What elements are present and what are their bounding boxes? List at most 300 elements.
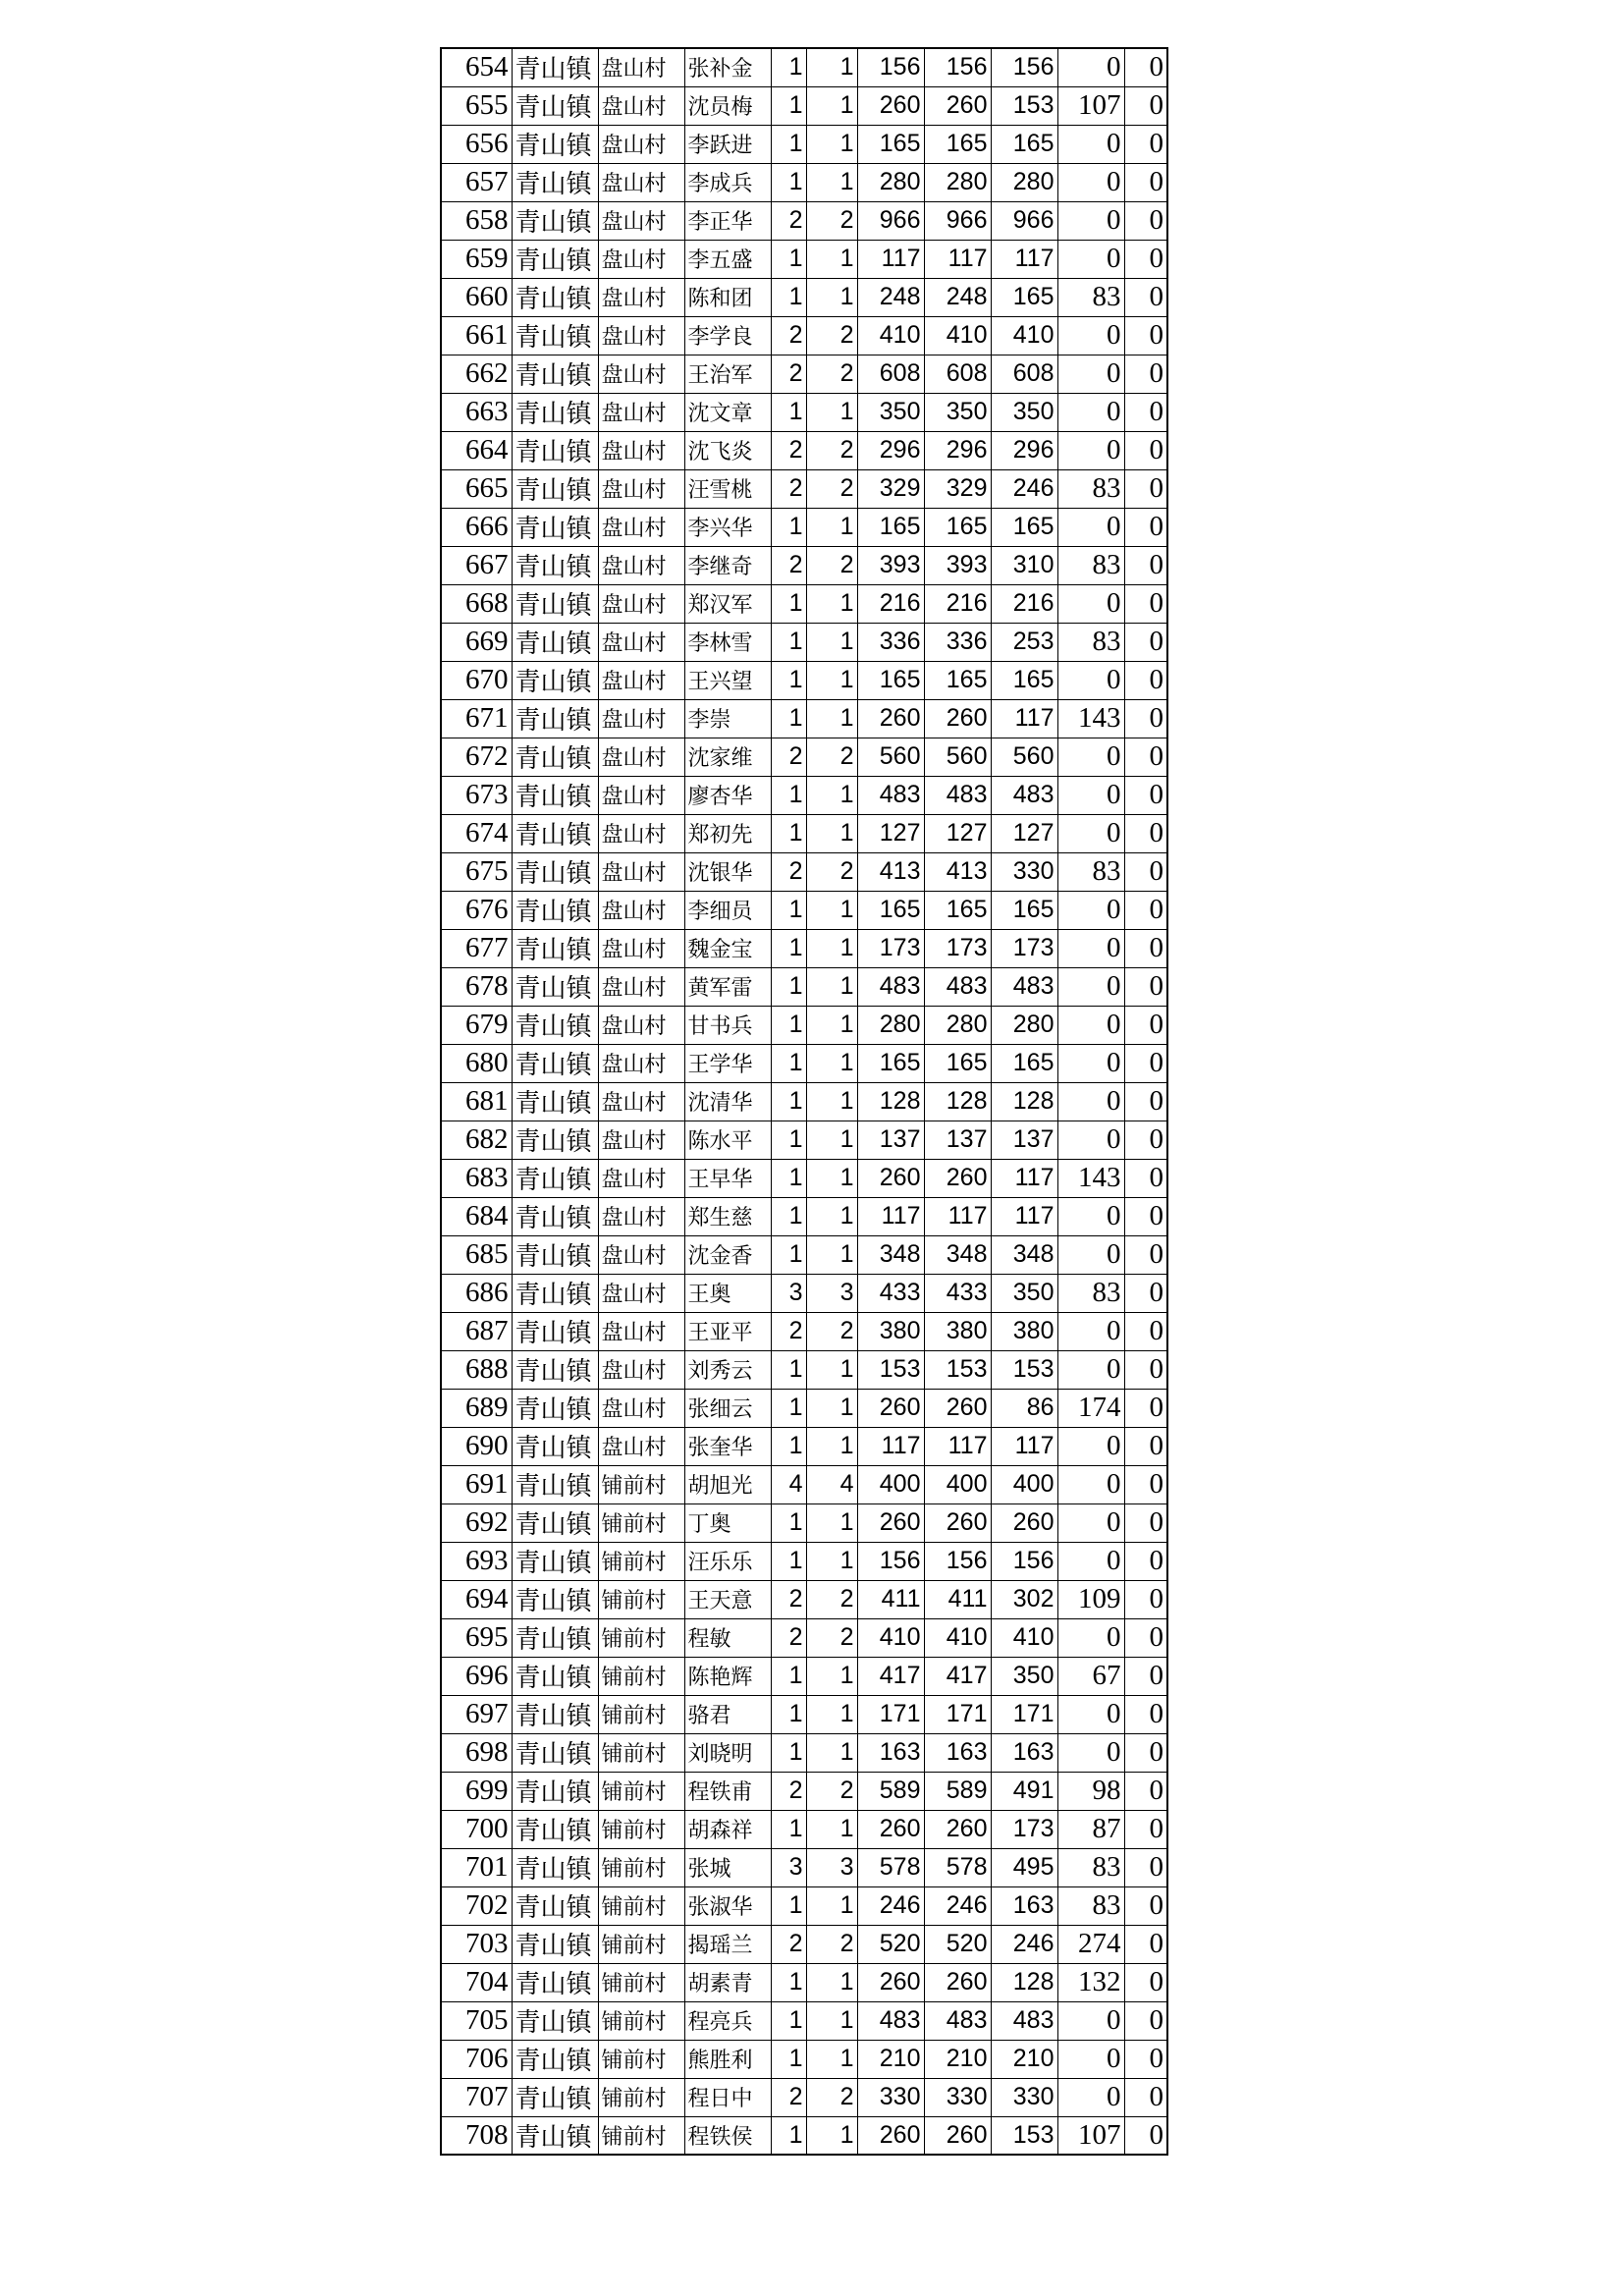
village-cell: 盘山村: [598, 431, 684, 469]
count-b-cell: 2: [806, 201, 857, 240]
count-a-cell: 1: [771, 1503, 806, 1542]
amount-c-cell: 330: [857, 2078, 924, 2116]
count-a-cell: 2: [771, 546, 806, 584]
village-cell: 铺前村: [598, 1963, 684, 2001]
amount-c-cell: 128: [857, 1082, 924, 1121]
amount-d-cell: 127: [924, 814, 991, 852]
village-cell: 盘山村: [598, 355, 684, 393]
record-number-cell: 670: [441, 661, 512, 699]
town-cell: 青山镇: [512, 1427, 598, 1465]
amount-e-cell: 330: [991, 2078, 1057, 2116]
village-cell: 铺前村: [598, 1695, 684, 1733]
amount-f-cell: 0: [1057, 1350, 1124, 1389]
table-row: [441, 2078, 1167, 2116]
count-b-cell: 1: [806, 1503, 857, 1542]
count-b-cell: 1: [806, 1235, 857, 1274]
village-cell: 盘山村: [598, 699, 684, 738]
amount-c-cell: 966: [857, 201, 924, 240]
table-row: [441, 1389, 1167, 1427]
town-cell: 青山镇: [512, 393, 598, 431]
amount-d-cell: 210: [924, 2040, 991, 2078]
count-a-cell: 2: [771, 469, 806, 508]
amount-e-cell: 350: [991, 393, 1057, 431]
amount-g-cell: 0: [1124, 776, 1167, 814]
amount-c-cell: 589: [857, 1772, 924, 1810]
amount-c-cell: 483: [857, 967, 924, 1006]
count-b-cell: 1: [806, 891, 857, 929]
name-cell: 张淑华: [684, 1886, 771, 1925]
amount-g-cell: 0: [1124, 1389, 1167, 1427]
town-cell: 青山镇: [512, 1389, 598, 1427]
record-number-cell: 688: [441, 1350, 512, 1389]
town-cell: 青山镇: [512, 1657, 598, 1695]
amount-d-cell: 483: [924, 2001, 991, 2040]
name-cell: 李兴华: [684, 508, 771, 546]
amount-e-cell: 560: [991, 738, 1057, 776]
amount-d-cell: 393: [924, 546, 991, 584]
name-cell: 沈金香: [684, 1235, 771, 1274]
name-cell: 王天意: [684, 1580, 771, 1618]
town-cell: 青山镇: [512, 738, 598, 776]
town-cell: 青山镇: [512, 661, 598, 699]
amount-e-cell: 171: [991, 1695, 1057, 1733]
village-cell: 盘山村: [598, 508, 684, 546]
name-cell: 熊胜利: [684, 2040, 771, 2078]
amount-f-cell: 0: [1057, 163, 1124, 201]
count-b-cell: 2: [806, 1312, 857, 1350]
table-row: [441, 508, 1167, 546]
amount-e-cell: 173: [991, 929, 1057, 967]
amount-e-cell: 156: [991, 1542, 1057, 1580]
count-a-cell: 1: [771, 699, 806, 738]
village-cell: 铺前村: [598, 1657, 684, 1695]
amount-g-cell: 0: [1124, 1350, 1167, 1389]
town-cell: 青山镇: [512, 1082, 598, 1121]
village-cell: 铺前村: [598, 1733, 684, 1772]
village-cell: 铺前村: [598, 1542, 684, 1580]
count-b-cell: 2: [806, 316, 857, 355]
count-b-cell: 2: [806, 1925, 857, 1963]
amount-c-cell: 260: [857, 1159, 924, 1197]
count-a-cell: 1: [771, 1733, 806, 1772]
record-number-cell: 660: [441, 278, 512, 316]
amount-e-cell: 117: [991, 1427, 1057, 1465]
record-number-cell: 683: [441, 1159, 512, 1197]
record-number-cell: 655: [441, 86, 512, 125]
village-cell: 盘山村: [598, 163, 684, 201]
town-cell: 青山镇: [512, 1465, 598, 1503]
amount-e-cell: 491: [991, 1772, 1057, 1810]
town-cell: 青山镇: [512, 1350, 598, 1389]
name-cell: 胡素青: [684, 1963, 771, 2001]
name-cell: 黄军雷: [684, 967, 771, 1006]
name-cell: 李跃进: [684, 125, 771, 163]
town-cell: 青山镇: [512, 1618, 598, 1657]
amount-d-cell: 260: [924, 699, 991, 738]
count-a-cell: 1: [771, 1657, 806, 1695]
amount-e-cell: 330: [991, 852, 1057, 891]
table-row: [441, 163, 1167, 201]
village-cell: 盘山村: [598, 1312, 684, 1350]
amount-c-cell: 156: [857, 1542, 924, 1580]
amount-c-cell: 350: [857, 393, 924, 431]
village-cell: 盘山村: [598, 891, 684, 929]
count-a-cell: 1: [771, 1389, 806, 1427]
record-number-cell: 679: [441, 1006, 512, 1044]
amount-g-cell: 0: [1124, 1733, 1167, 1772]
amount-d-cell: 153: [924, 1350, 991, 1389]
amount-c-cell: 260: [857, 1503, 924, 1542]
record-number-cell: 661: [441, 316, 512, 355]
count-b-cell: 1: [806, 1159, 857, 1197]
amount-g-cell: 0: [1124, 852, 1167, 891]
amount-d-cell: 260: [924, 1159, 991, 1197]
village-cell: 盘山村: [598, 125, 684, 163]
count-a-cell: 1: [771, 661, 806, 699]
amount-f-cell: 0: [1057, 48, 1124, 86]
amount-f-cell: 0: [1057, 1733, 1124, 1772]
village-cell: 盘山村: [598, 1082, 684, 1121]
town-cell: 青山镇: [512, 1772, 598, 1810]
amount-g-cell: 0: [1124, 125, 1167, 163]
amount-f-cell: 83: [1057, 1274, 1124, 1312]
count-a-cell: 1: [771, 393, 806, 431]
name-cell: 王早华: [684, 1159, 771, 1197]
amount-c-cell: 210: [857, 2040, 924, 2078]
name-cell: 陈水平: [684, 1121, 771, 1159]
record-number-cell: 689: [441, 1389, 512, 1427]
record-number-cell: 671: [441, 699, 512, 738]
amount-f-cell: 0: [1057, 2001, 1124, 2040]
village-cell: 铺前村: [598, 1886, 684, 1925]
amount-d-cell: 417: [924, 1657, 991, 1695]
count-b-cell: 1: [806, 1389, 857, 1427]
count-a-cell: 1: [771, 1810, 806, 1848]
count-b-cell: 1: [806, 929, 857, 967]
count-a-cell: 1: [771, 163, 806, 201]
name-cell: 王亚平: [684, 1312, 771, 1350]
amount-f-cell: 0: [1057, 776, 1124, 814]
amount-f-cell: 0: [1057, 1695, 1124, 1733]
amount-g-cell: 0: [1124, 1235, 1167, 1274]
amount-g-cell: 0: [1124, 967, 1167, 1006]
village-cell: 盘山村: [598, 623, 684, 661]
name-cell: 程敏: [684, 1618, 771, 1657]
amount-d-cell: 411: [924, 1580, 991, 1618]
count-a-cell: 1: [771, 891, 806, 929]
amount-g-cell: 0: [1124, 86, 1167, 125]
town-cell: 青山镇: [512, 929, 598, 967]
record-number-cell: 664: [441, 431, 512, 469]
name-cell: 程铁甫: [684, 1772, 771, 1810]
town-cell: 青山镇: [512, 2001, 598, 2040]
amount-c-cell: 380: [857, 1312, 924, 1350]
amount-g-cell: 0: [1124, 891, 1167, 929]
amount-f-cell: 0: [1057, 1082, 1124, 1121]
amount-e-cell: 296: [991, 431, 1057, 469]
amount-g-cell: 0: [1124, 48, 1167, 86]
town-cell: 青山镇: [512, 431, 598, 469]
amount-g-cell: 0: [1124, 661, 1167, 699]
record-number-cell: 702: [441, 1886, 512, 1925]
record-number-cell: 666: [441, 508, 512, 546]
table-row: [441, 1427, 1167, 1465]
village-cell: 盘山村: [598, 929, 684, 967]
amount-c-cell: 165: [857, 508, 924, 546]
count-b-cell: 3: [806, 1274, 857, 1312]
village-cell: 盘山村: [598, 1121, 684, 1159]
table-row: [441, 1772, 1167, 1810]
amount-g-cell: 0: [1124, 546, 1167, 584]
amount-d-cell: 329: [924, 469, 991, 508]
amount-g-cell: 0: [1124, 738, 1167, 776]
village-cell: 铺前村: [598, 1772, 684, 1810]
table-row: [441, 776, 1167, 814]
record-number-cell: 658: [441, 201, 512, 240]
amount-f-cell: 83: [1057, 546, 1124, 584]
amount-f-cell: 0: [1057, 1618, 1124, 1657]
amount-c-cell: 336: [857, 623, 924, 661]
count-a-cell: 2: [771, 1580, 806, 1618]
table-row: [441, 1695, 1167, 1733]
amount-f-cell: 107: [1057, 2116, 1124, 2155]
amount-d-cell: 330: [924, 2078, 991, 2116]
town-cell: 青山镇: [512, 469, 598, 508]
amount-c-cell: 260: [857, 1963, 924, 2001]
amount-e-cell: 165: [991, 125, 1057, 163]
amount-c-cell: 411: [857, 1580, 924, 1618]
count-a-cell: 3: [771, 1274, 806, 1312]
table-body: [441, 48, 1167, 2155]
amount-d-cell: 578: [924, 1848, 991, 1886]
town-cell: 青山镇: [512, 852, 598, 891]
village-cell: 铺前村: [598, 1465, 684, 1503]
amount-e-cell: 137: [991, 1121, 1057, 1159]
record-number-cell: 707: [441, 2078, 512, 2116]
amount-g-cell: 0: [1124, 1465, 1167, 1503]
amount-g-cell: 0: [1124, 240, 1167, 278]
amount-d-cell: 260: [924, 2116, 991, 2155]
amount-g-cell: 0: [1124, 278, 1167, 316]
town-cell: 青山镇: [512, 546, 598, 584]
amount-d-cell: 348: [924, 1235, 991, 1274]
amount-d-cell: 966: [924, 201, 991, 240]
amount-f-cell: 0: [1057, 201, 1124, 240]
count-a-cell: 1: [771, 2116, 806, 2155]
amount-f-cell: 109: [1057, 1580, 1124, 1618]
count-a-cell: 3: [771, 1848, 806, 1886]
amount-c-cell: 248: [857, 278, 924, 316]
amount-c-cell: 410: [857, 316, 924, 355]
amount-e-cell: 608: [991, 355, 1057, 393]
amount-g-cell: 0: [1124, 1810, 1167, 1848]
amount-f-cell: 0: [1057, 1044, 1124, 1082]
amount-g-cell: 0: [1124, 1618, 1167, 1657]
amount-d-cell: 483: [924, 776, 991, 814]
name-cell: 张奎华: [684, 1427, 771, 1465]
town-cell: 青山镇: [512, 125, 598, 163]
record-number-cell: 695: [441, 1618, 512, 1657]
amount-e-cell: 310: [991, 546, 1057, 584]
amount-e-cell: 260: [991, 1503, 1057, 1542]
town-cell: 青山镇: [512, 699, 598, 738]
amount-d-cell: 380: [924, 1312, 991, 1350]
count-b-cell: 1: [806, 1657, 857, 1695]
count-a-cell: 1: [771, 2040, 806, 2078]
name-cell: 李林雪: [684, 623, 771, 661]
table-row: [441, 1197, 1167, 1235]
name-cell: 揭瑶兰: [684, 1925, 771, 1963]
village-cell: 铺前村: [598, 1580, 684, 1618]
count-a-cell: 1: [771, 1121, 806, 1159]
amount-e-cell: 117: [991, 699, 1057, 738]
amount-c-cell: 400: [857, 1465, 924, 1503]
amount-g-cell: 0: [1124, 1312, 1167, 1350]
count-b-cell: 1: [806, 1006, 857, 1044]
amount-f-cell: 0: [1057, 2078, 1124, 2116]
table-row: [441, 1733, 1167, 1772]
amount-d-cell: 156: [924, 1542, 991, 1580]
town-cell: 青山镇: [512, 355, 598, 393]
amount-g-cell: 0: [1124, 1159, 1167, 1197]
amount-f-cell: 0: [1057, 316, 1124, 355]
village-cell: 盘山村: [598, 1235, 684, 1274]
amount-g-cell: 0: [1124, 316, 1167, 355]
table-row: [441, 469, 1167, 508]
amount-c-cell: 260: [857, 1810, 924, 1848]
name-cell: 陈艳辉: [684, 1657, 771, 1695]
table-row: [441, 2001, 1167, 2040]
record-number-cell: 706: [441, 2040, 512, 2078]
amount-e-cell: 165: [991, 661, 1057, 699]
amount-g-cell: 0: [1124, 1772, 1167, 1810]
amount-f-cell: 0: [1057, 355, 1124, 393]
count-b-cell: 1: [806, 125, 857, 163]
town-cell: 青山镇: [512, 814, 598, 852]
amount-d-cell: 216: [924, 584, 991, 623]
record-number-cell: 678: [441, 967, 512, 1006]
village-cell: 铺前村: [598, 1503, 684, 1542]
name-cell: 刘秀云: [684, 1350, 771, 1389]
name-cell: 陈和团: [684, 278, 771, 316]
amount-d-cell: 165: [924, 1044, 991, 1082]
count-b-cell: 1: [806, 1427, 857, 1465]
amount-e-cell: 280: [991, 163, 1057, 201]
record-number-cell: 681: [441, 1082, 512, 1121]
count-b-cell: 1: [806, 623, 857, 661]
amount-d-cell: 280: [924, 1006, 991, 1044]
table-row: [441, 967, 1167, 1006]
amount-g-cell: 0: [1124, 355, 1167, 393]
record-number-cell: 669: [441, 623, 512, 661]
town-cell: 青山镇: [512, 1542, 598, 1580]
count-a-cell: 1: [771, 1159, 806, 1197]
amount-e-cell: 246: [991, 1925, 1057, 1963]
village-cell: 铺前村: [598, 1925, 684, 1963]
amount-d-cell: 400: [924, 1465, 991, 1503]
count-b-cell: 2: [806, 2078, 857, 2116]
town-cell: 青山镇: [512, 2116, 598, 2155]
amount-d-cell: 165: [924, 661, 991, 699]
record-number-cell: 691: [441, 1465, 512, 1503]
record-number-cell: 699: [441, 1772, 512, 1810]
table-row: [441, 699, 1167, 738]
amount-d-cell: 173: [924, 929, 991, 967]
amount-f-cell: 107: [1057, 86, 1124, 125]
count-a-cell: 1: [771, 278, 806, 316]
table-row: [441, 2116, 1167, 2155]
name-cell: 丁奥: [684, 1503, 771, 1542]
village-cell: 盘山村: [598, 1389, 684, 1427]
name-cell: 李继奇: [684, 546, 771, 584]
table-row: [441, 1963, 1167, 2001]
name-cell: 汪乐乐: [684, 1542, 771, 1580]
amount-e-cell: 165: [991, 508, 1057, 546]
count-a-cell: 1: [771, 814, 806, 852]
village-cell: 盘山村: [598, 393, 684, 431]
village-cell: 盘山村: [598, 316, 684, 355]
amount-e-cell: 495: [991, 1848, 1057, 1886]
amount-e-cell: 253: [991, 623, 1057, 661]
record-number-cell: 677: [441, 929, 512, 967]
name-cell: 王治军: [684, 355, 771, 393]
amount-f-cell: 0: [1057, 1006, 1124, 1044]
table-row: [441, 1159, 1167, 1197]
name-cell: 李崇: [684, 699, 771, 738]
amount-d-cell: 413: [924, 852, 991, 891]
amount-e-cell: 165: [991, 1044, 1057, 1082]
count-a-cell: 1: [771, 1082, 806, 1121]
count-b-cell: 2: [806, 355, 857, 393]
amount-e-cell: 280: [991, 1006, 1057, 1044]
amount-g-cell: 0: [1124, 929, 1167, 967]
amount-d-cell: 350: [924, 393, 991, 431]
amount-c-cell: 117: [857, 1427, 924, 1465]
amount-c-cell: 117: [857, 1197, 924, 1235]
count-a-cell: 2: [771, 852, 806, 891]
count-a-cell: 1: [771, 508, 806, 546]
count-a-cell: 2: [771, 1925, 806, 1963]
record-number-cell: 676: [441, 891, 512, 929]
count-a-cell: 1: [771, 1427, 806, 1465]
table-row: [441, 201, 1167, 240]
village-cell: 盘山村: [598, 86, 684, 125]
table-row: [441, 1082, 1167, 1121]
table-row: [441, 316, 1167, 355]
count-a-cell: 1: [771, 1350, 806, 1389]
amount-e-cell: 153: [991, 2116, 1057, 2155]
count-b-cell: 1: [806, 2001, 857, 2040]
amount-g-cell: 0: [1124, 623, 1167, 661]
amount-g-cell: 0: [1124, 814, 1167, 852]
village-cell: 盘山村: [598, 967, 684, 1006]
village-cell: 铺前村: [598, 2078, 684, 2116]
amount-e-cell: 210: [991, 2040, 1057, 2078]
count-a-cell: 1: [771, 1235, 806, 1274]
town-cell: 青山镇: [512, 1886, 598, 1925]
village-cell: 盘山村: [598, 1274, 684, 1312]
amount-e-cell: 350: [991, 1657, 1057, 1695]
amount-f-cell: 0: [1057, 431, 1124, 469]
town-cell: 青山镇: [512, 623, 598, 661]
table-row: [441, 1235, 1167, 1274]
name-cell: 张细云: [684, 1389, 771, 1427]
amount-e-cell: 117: [991, 1197, 1057, 1235]
amount-f-cell: 0: [1057, 240, 1124, 278]
count-b-cell: 1: [806, 163, 857, 201]
table-row: [441, 1044, 1167, 1082]
table-row: [441, 891, 1167, 929]
